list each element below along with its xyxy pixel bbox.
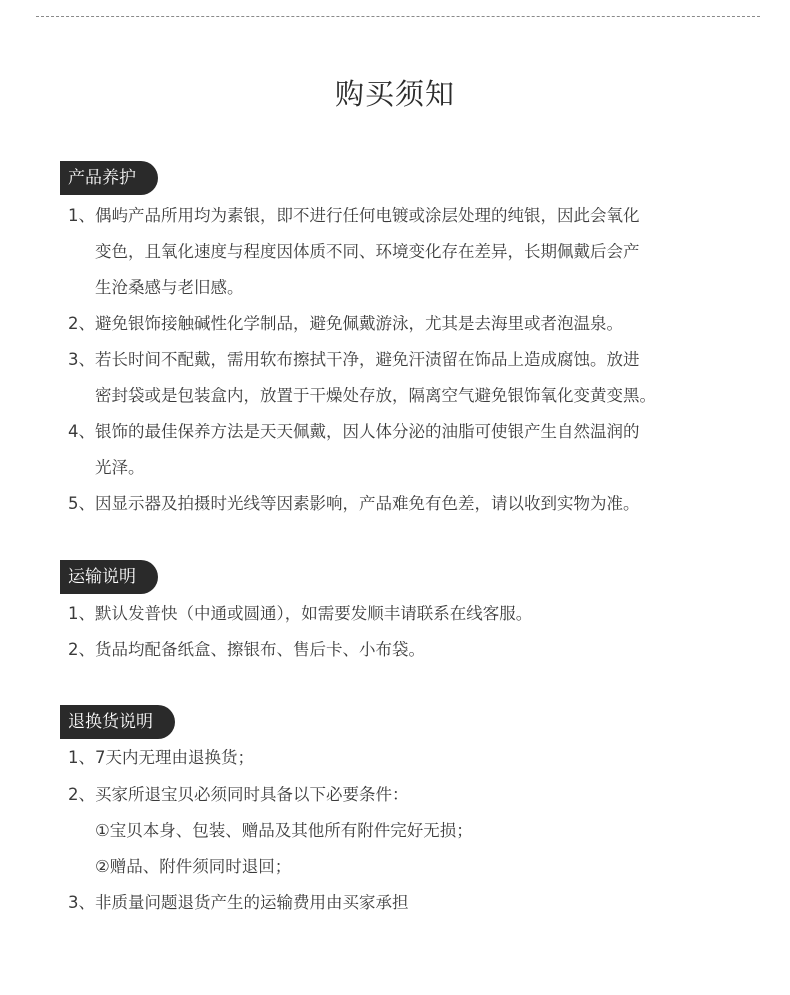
list-item: 2、货品均配备纸盒、擦银布、售后卡、小布袋。 [68, 640, 425, 659]
section-heading-returns: 退换货说明 [60, 705, 175, 739]
list-item-continuation: 生沧桑感与老旧感。 [95, 278, 244, 297]
list-item: 2、避免银饰接触碱性化学制品，避免佩戴游泳，尤其是去海里或者泡温泉。 [68, 314, 623, 333]
page-title: 购买须知 [334, 77, 455, 111]
section-heading-product-care: 产品养护 [60, 161, 158, 195]
top-dashed-divider [36, 16, 760, 17]
list-item: 4、银饰的最佳保养方法是天天佩戴，因人体分泌的油脂可使银产生自然温润的 [68, 422, 640, 441]
list-item-continuation: 光泽。 [95, 458, 145, 477]
list-item: 2、买家所退宝贝必须同时具备以下必要条件： [68, 785, 409, 804]
section-heading-shipping: 运输说明 [60, 560, 158, 594]
list-sub-item: ②赠品、附件须同时退回； [95, 857, 292, 876]
list-item-continuation: 变色，且氧化速度与程度因体质不同、环境变化存在差异，长期佩戴后会产 [95, 242, 640, 261]
list-item-continuation: 密封袋或是包装盒内，放置于干燥处存放，隔离空气避免银饰氧化变黄变黑。 [95, 386, 656, 405]
list-item: 1、7天内无理由退换货； [68, 748, 254, 767]
list-item: 1、默认发普快（中通或圆通），如需要发顺丰请联系在线客服。 [68, 604, 533, 623]
list-item: 3、若长时间不配戴，需用软布擦拭干净，避免汗渍留在饰品上造成腐蚀。放进 [68, 350, 640, 369]
list-item: 3、非质量问题退货产生的运输费用由买家承担 [68, 893, 409, 912]
list-item: 5、因显示器及拍摄时光线等因素影响，产品难免有色差，请以收到实物为准。 [68, 494, 640, 513]
list-item: 1、偶屿产品所用均为素银，即不进行任何电镀或涂层处理的纯银，因此会氧化 [68, 206, 640, 225]
list-sub-item: ①宝贝本身、包装、赠品及其他所有附件完好无损； [95, 821, 473, 840]
